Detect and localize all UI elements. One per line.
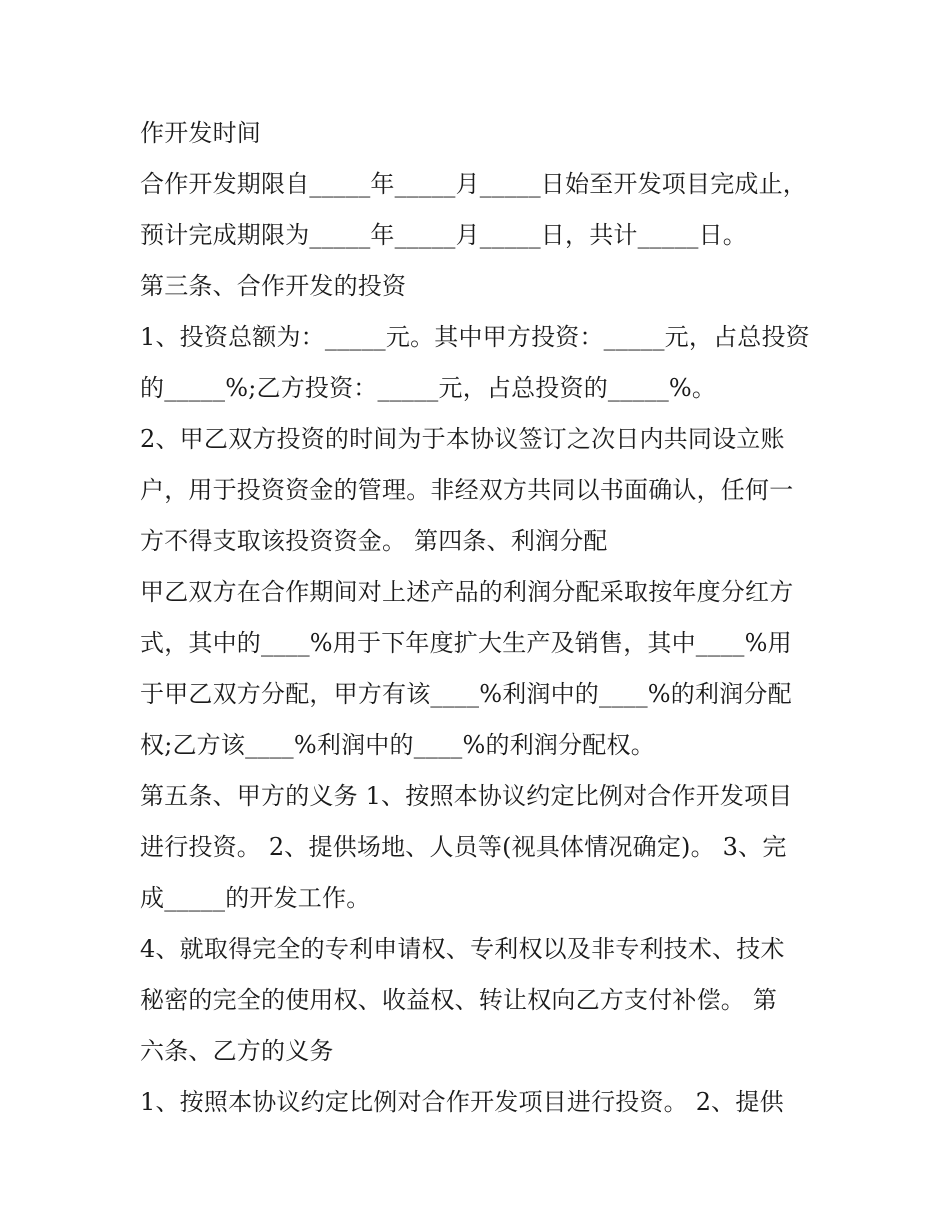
text-line: 第五条、甲方的义务 1、按照本协议约定比例对合作开发项目 (140, 782, 793, 810)
text-line: 的_____%;乙方投资：_____元，占总投资的_____%。 (140, 374, 717, 402)
text-line: 权;乙方该____%利润中的____%的利润分配权。 (140, 731, 655, 759)
text-line: 2、甲乙双方投资的时间为于本协议签订之次日内共同设立账 (140, 425, 785, 453)
text-line: 式，其中的____%用于下年度扩大生产及销售，其中____%用 (140, 629, 792, 657)
text-line: 1、投资总额为：_____元。其中甲方投资：_____元，占总投资 (140, 323, 810, 351)
text-line: 秘密的完全的使用权、收益权、转让权向乙方支付补偿。 第 (140, 986, 778, 1014)
text-line: 合作开发期限自_____年_____月_____日始至开发项目完成止， (140, 170, 807, 198)
text-line: 1、按照本协议约定比例对合作开发项目进行投资。 2、提供 (140, 1088, 784, 1116)
text-line: 于甲乙双方分配，甲方有该____%利润中的____%的利润分配 (140, 680, 792, 708)
text-line: 户，用于投资资金的管理。非经双方共同以书面确认，任何一 (140, 476, 794, 504)
text-line: 4、就取得完全的专利申请权、专利权以及非专利技术、技术 (140, 935, 785, 963)
section-heading-article-3: 第三条、合作开发的投资 (140, 272, 407, 300)
section-heading-article-6: 六条、乙方的义务 (140, 1037, 334, 1065)
text-line: 成_____的开发工作。 (140, 884, 371, 912)
text-line: 预计完成期限为_____年_____月_____日，共计_____日。 (140, 221, 747, 249)
text-line: 作开发时间 (140, 119, 261, 147)
text-line: 进行投资。 2、提供场地、人员等(视具体情况确定)。 3、完 (140, 833, 787, 861)
text-line: 甲乙双方在合作期间对上述产品的利润分配采取按年度分红方 (140, 578, 794, 606)
document-body (140, 108, 830, 1128)
text-line: 方不得支取该投资资金。 第四条、利润分配 (140, 527, 608, 555)
